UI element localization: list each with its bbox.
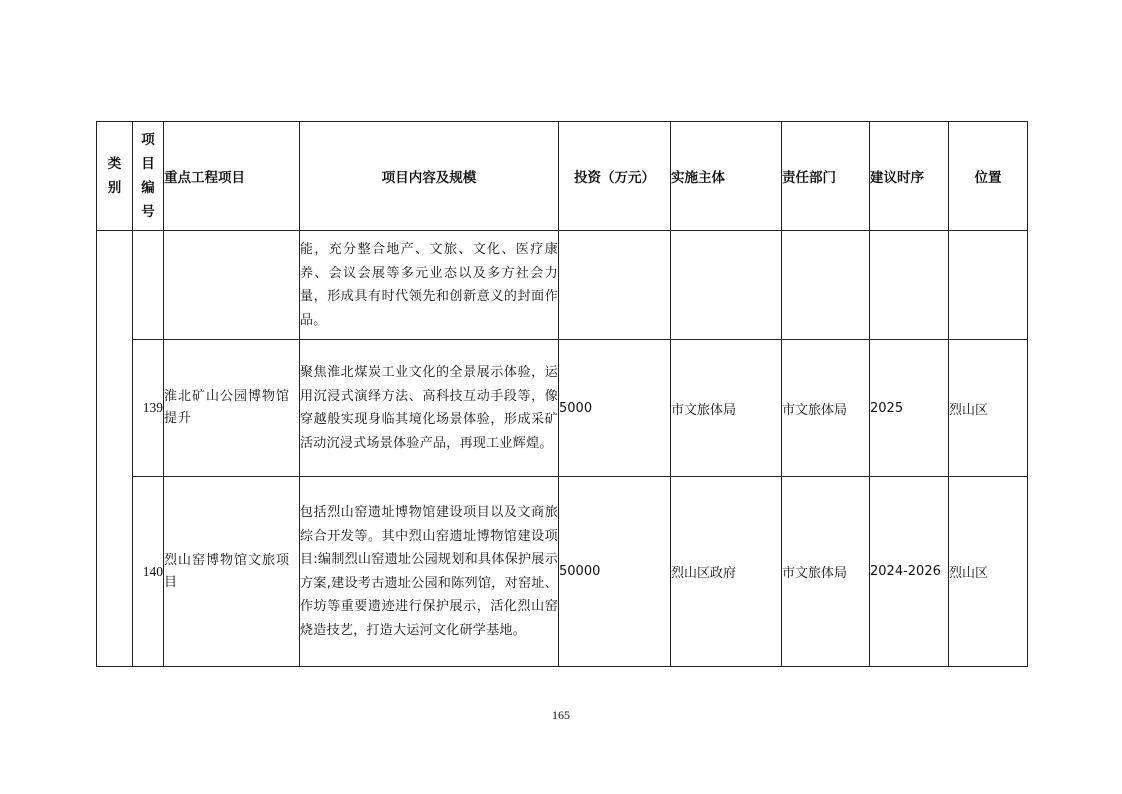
row-project-name bbox=[164, 231, 300, 340]
table-row bbox=[97, 340, 1028, 477]
header-category-char: 别 bbox=[107, 180, 122, 196]
row-project-name: 烈山窑博物馆文旅项目 bbox=[164, 477, 300, 667]
row-number: 140 bbox=[133, 477, 164, 667]
header-category bbox=[97, 122, 133, 231]
header-no-char: 号 bbox=[141, 204, 155, 220]
header-location: 位置 bbox=[949, 122, 1028, 231]
row-executor: 烈山区政府 bbox=[671, 477, 782, 667]
row-schedule: 2024-2026 bbox=[870, 477, 949, 667]
row-location: 烈山区 bbox=[949, 340, 1028, 477]
project-table bbox=[96, 121, 1028, 667]
header-content: 项目内容及规模 bbox=[300, 122, 559, 231]
header-category-char: 类 bbox=[107, 156, 122, 172]
row-department bbox=[782, 231, 870, 340]
row-number bbox=[133, 231, 164, 340]
header-no-char: 目 bbox=[141, 156, 155, 172]
row-schedule: 2025 bbox=[870, 340, 949, 477]
header-no-char: 项 bbox=[141, 132, 155, 148]
table-row bbox=[97, 477, 1028, 667]
row-department: 市文旅体局 bbox=[782, 340, 870, 477]
category-cell bbox=[97, 231, 133, 667]
header-investment: 投资（万元） bbox=[559, 122, 671, 231]
header-no-char: 编 bbox=[141, 180, 155, 196]
row-location bbox=[949, 231, 1028, 340]
row-number: 139 bbox=[133, 340, 164, 477]
row-executor: 市文旅体局 bbox=[671, 340, 782, 477]
row-investment: 5000 bbox=[559, 340, 671, 477]
row-investment: 50000 bbox=[559, 477, 671, 667]
row-location: 烈山区 bbox=[949, 477, 1028, 667]
header-schedule: 建议时序 bbox=[870, 122, 949, 231]
header-executor: 实施主体 bbox=[671, 122, 782, 231]
header-project-name: 重点工程项目 bbox=[164, 122, 300, 231]
table-row bbox=[97, 231, 1028, 340]
header-row bbox=[97, 122, 1028, 231]
row-department: 市文旅体局 bbox=[782, 477, 870, 667]
header-project-no bbox=[133, 122, 164, 231]
row-content: 包括烈山窑遗址博物馆建设项目以及文商旅综合开发等。其中烈山窑遗址博物馆建设项目:编制烈山窑遗址公园规划和具体保护展示方案,建设考古遗址公园和陈列馆，对窑址、作坊等重要遗迹进行保护展示，活化烈山窑烧造技艺，打造大运河文化研学基地。 bbox=[300, 477, 559, 667]
header-department: 责任部门 bbox=[782, 122, 870, 231]
row-schedule bbox=[870, 231, 949, 340]
row-investment bbox=[559, 231, 671, 340]
row-project-name: 淮北矿山公园博物馆提升 bbox=[164, 340, 300, 477]
row-content: 能，充分整合地产、文旅、文化、医疗康养、会议会展等多元业态以及多方社会力量，形成具有时代领先和创新意义的封面作品。 bbox=[300, 231, 559, 340]
page-number: 165 bbox=[552, 708, 570, 722]
row-executor bbox=[671, 231, 782, 340]
row-content: 聚焦淮北煤炭工业文化的全景展示体验，运用沉浸式演绎方法、高科技互动手段等，像穿越般实现身临其境化场景体验，形成采矿活动沉浸式场景体验产品，再现工业辉煌。 bbox=[300, 340, 559, 477]
